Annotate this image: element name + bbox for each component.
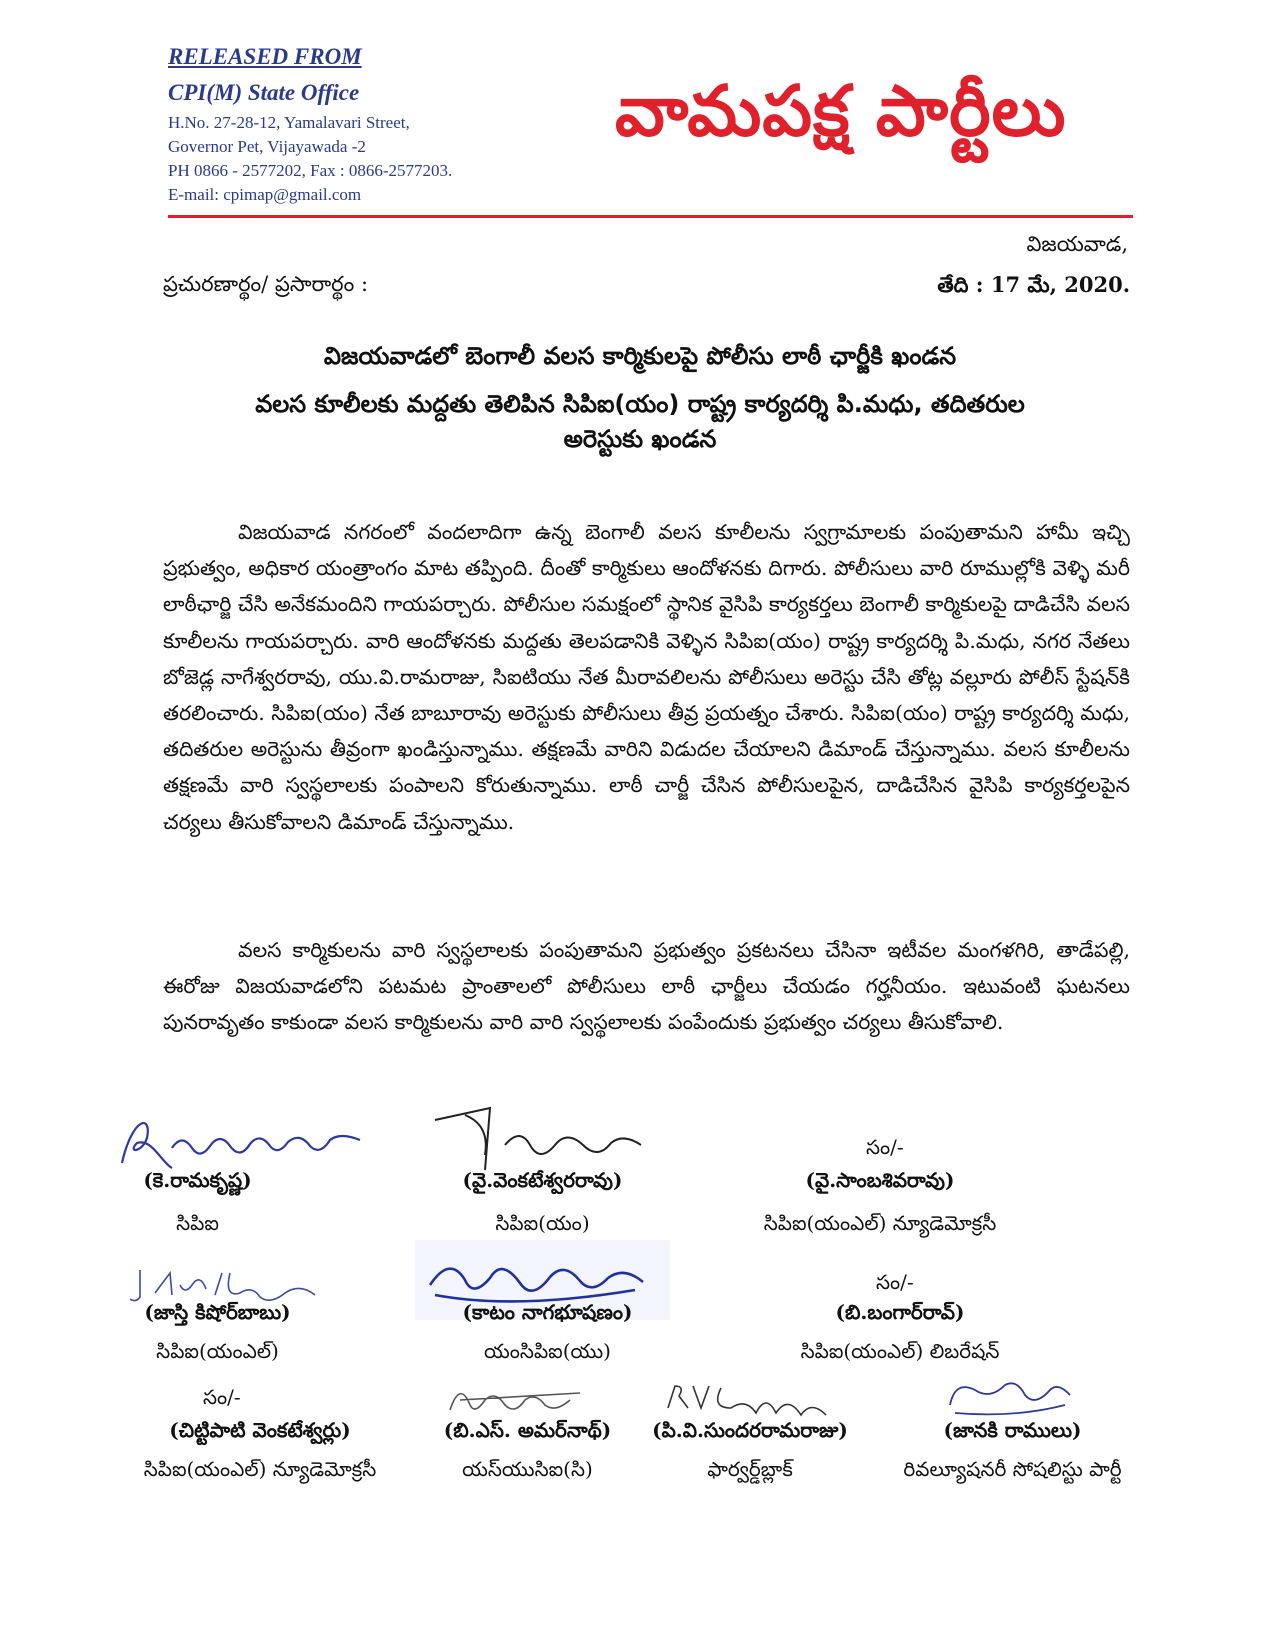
place: విజయవాడ, [1026,232,1128,256]
body-paragraph-2 [163,932,1130,1041]
signature-image-janakiramulu [940,1375,1080,1420]
email-line: E-mail: cpimap@gmail.com [168,185,362,204]
signatory-name: (పి.వి.సుందరరామరాజు) [652,1418,848,1442]
signatory-party: యంసిపిఐ(యు) [484,1339,611,1363]
signed-mark: సం/- [876,1270,914,1294]
signatory-party: ఫార్వర్డ్‌బ్లాక్ [707,1457,793,1481]
signatory-venkateswararao [405,1168,680,1240]
signatory-name: (బి.ఎస్. అమర్‌నాథ్) [443,1418,612,1442]
signatory-ramakrishna [60,1168,335,1240]
signature-image-amarnath [440,1378,600,1418]
released-from-label: RELEASED FROM [168,44,362,69]
for-publication-label: ప్రచురణార్థం/ ప్రసారార్థం : [163,272,369,296]
office-name: CPI(M) State Office [168,80,360,105]
signatory-name: (జాస్తి కిషోర్‌బాబు) [144,1300,291,1324]
address-line-2: Governor Pet, Vijayawada -2 [168,137,366,156]
signatory-party: సిపిఐ(యంఎల్) న్యూడెమోక్రసీ [763,1211,997,1235]
signatory-name: (బి.బంగార్‌రావ్) [835,1300,965,1324]
date: తేది : 17 మే, 2020. [937,272,1130,297]
signatory-name: (కాటం నాగభూషణం) [462,1300,633,1324]
signatory-venkateswarlu [100,1418,420,1486]
signatory-kishorebabu [80,1300,355,1368]
signatory-name: (జానకి రాములు) [943,1418,1082,1442]
paragraph-text: విజయవాడ నగరంలో వందలాదిగా ఉన్న బెంగాలీ వలస కూలీలను స్వగ్రామాలకు పంపుతామని హామీ ఇచ్చి ప్రభుత్వం, అధికార యంత్రాంగం మాట తప్పింది. దీంతో కార్మికులు ఆందోళనకు దిగారు. పోలీసులు వారి రూముల్లోకి వెళ్ళి మరీ లాఠీఛార్జి చేసి అనేకమందిని గాయపర్చారు. పోలీసుల సమక్షంలో స్థానిక వైసిపి కార్యకర్తలు బెంగాలీ కార్మికులపై దాడిచేసి వలస కూలీలను గాయపర్చారు. వారి ఆందోళనకు మద్దతు తెలపడానికి వెళ్ళిన సిపిఐ(యం) రాష్ట్ర కార్యదర్శి పి.మధు, నగర నేతలు బోజెడ్ల నాగేశ్వరరావు, యు.వి.రామరాజు, సిఐటియు నేత మీరావలిలను పోలీసులు అరెస్టు చేసి తోట్ల వల్లూరు పోలీస్ స్టేషన్‌కి తరలించారు. సిపిఐ(యం) నేత బాబూరావు అరెస్టుకు పోలీసులు తీవ్ర ప్రయత్నం చేశారు. సిపిఐ(యం) రాష్ట్ర కార్యదర్శి మధు, తదితరుల అరెస్టును తీవ్రంగా ఖండిస్తున్నాము. తక్షణమే వారిని విడుదల చేయాలని డిమాండ్ చేస్తున్నాము. వలస కూలీలను తక్షణమే వారి స్వస్థలాలకు పంపాలని కోరుతున్నాము. లాఠీ చార్జీ చేసిన పోలీసులపైన, దాడిచేసిన వైసిపి కార్యకర్తలపైన చర్యలు తీసుకోవాలని డిమాండ్ చేస్తున్నాము. [163,520,1130,834]
signatory-party: సిపిఐ(యం) [495,1211,590,1235]
signatory-bangararao [740,1300,1060,1368]
signatory-party: సిపిఐ [176,1211,219,1235]
headline-1: విజయవాడలో బెంగాలీ వలస కార్మికులపై పోలీసు లాఠీ ఛార్జీకి ఖండన [323,342,957,370]
phone-fax-line: PH 0866 - 2577202, Fax : 0866-2577203. [168,161,453,180]
signatory-sambasivarao [720,1168,1040,1240]
headline-3: అరెస్టుకు ఖండన [563,425,717,453]
signatory-party: సిపిఐ(యంఎల్) న్యూడెమోక్రసీ [143,1457,377,1481]
signatory-amarnath [420,1418,635,1486]
paragraph-text: వలస కార్మికులను వారి స్వస్థలాలకు పంపుతామని ప్రభుత్వం ప్రకటనలు చేసినా ఇటీవల మంగళగిరి, తాడేపల్లి, ఈరోజు విజయవాడలోని పటమట ప్రాంతాలలో పోలీసులు లాఠీ ఛార్జీలు చేయడం గర్హనీయం. ఇటువంటి ఘటనలు పునరావృతం కాకుండా వలస కార్మికులను వారి వారి స్వస్థలాలకు పంపేందుకు ప్రభుత్వం చర్యలు తీసుకోవాలి. [163,938,1130,1035]
headline-2: వలస కూలీలకు మద్దతు తెలిపిన సిపిఐ(యం) రాష్ట్ర కార్యదర్శి పి.మధు, తదితరుల [255,390,1025,418]
signed-mark: సం/- [866,1135,904,1159]
body-paragraph-1 [163,514,1130,840]
header-divider [168,215,1133,218]
address-line-1: H.No. 27-28-12, Yamalavari Street, [168,113,410,132]
signatory-party: సిపిఐ(యంఎల్) [156,1339,279,1363]
signatory-janakiramulu [870,1418,1155,1486]
signatory-party: యస్‌యుసిఐ(సి) [462,1457,593,1481]
signatory-name: (చిట్టిపాటి వెంకటేశ్వర్లు) [169,1418,351,1442]
signature-image-sundararamaraju [663,1378,833,1420]
signatory-name: (వై.వెంకటేశ్వరరావు) [462,1168,623,1192]
signatory-name: (వై.సాంబశివరావు) [805,1168,955,1192]
signatory-sundararamaraju [630,1418,870,1486]
signatory-nagabhushanam [410,1300,685,1368]
signature-image-kishorebabu [130,1265,330,1305]
brand-title: వామపక్ష పార్టీలు [615,70,1067,152]
signatory-party: రివల్యూషనరీ సోషలిస్టు పార్టీ [903,1457,1122,1481]
signed-mark: సం/- [203,1385,241,1409]
signatory-name: (కె.రామకృష్ణ) [143,1168,252,1192]
signatory-party: సిపిఐ(యంఎల్) లిబరేషన్ [800,1339,1000,1363]
